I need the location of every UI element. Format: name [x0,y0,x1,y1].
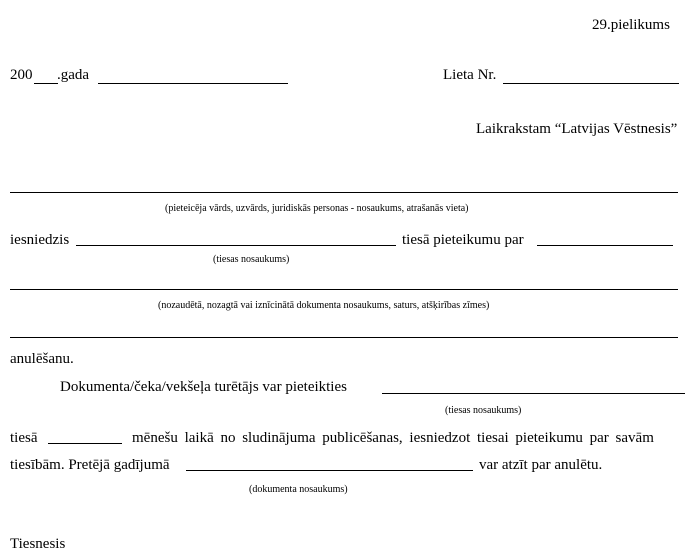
annulment-text: anulēšanu. [10,351,74,367]
year-suffix: .gada [57,67,90,83]
within-text: mēnešu laikā no sludinājuma publicēšanas, iesniedzot tiesai pieteikumu par savām [132,430,654,446]
judge-label: Tiesnesis [10,536,66,552]
continuation-line [10,337,678,338]
year-blank [34,83,58,84]
document-details-caption: (nozaudētā, nozagtā vai iznīcinātā dokumenta nosaukums, saturs, atšķirības zīmes) [158,300,490,311]
document-name-blank [186,470,473,471]
months-blank [48,443,122,444]
case-number-blank [503,83,679,84]
year-prefix: 200 [10,67,33,83]
applicant-line [10,192,678,193]
court-blank-2 [382,393,685,394]
rights-text: tiesībām. Pretējā gadījumā [10,457,170,473]
addressee: Laikrakstam “Latvijas Vēstnesis” [476,121,678,137]
court-caption-2: (tiesas nosaukums) [445,405,522,416]
claim-blank [537,245,673,246]
in-court-label: tiesā [10,430,38,446]
court-caption-1: (tiesas nosaukums) [213,254,290,265]
appendix-label: 29.pielikums [592,17,670,33]
submitted-label: iesniedzis [10,232,70,248]
applicant-caption: (pieteicēja vārds, uzvārds, juridiskās personas - nosaukums, atrašanās vieta) [165,203,469,214]
court-claim-label: tiesā pieteikumu par [402,232,524,248]
document-details-line [10,289,678,290]
court-blank-1 [76,245,396,246]
declared-text: var atzīt par anulētu. [479,457,603,473]
holder-text: Dokumenta/čeka/vekšeļa turētājs var pieteikties [60,379,347,395]
date-blank [98,83,288,84]
document-name-caption: (dokumenta nosaukums) [249,484,348,495]
case-number-label: Lieta Nr. [443,67,497,83]
